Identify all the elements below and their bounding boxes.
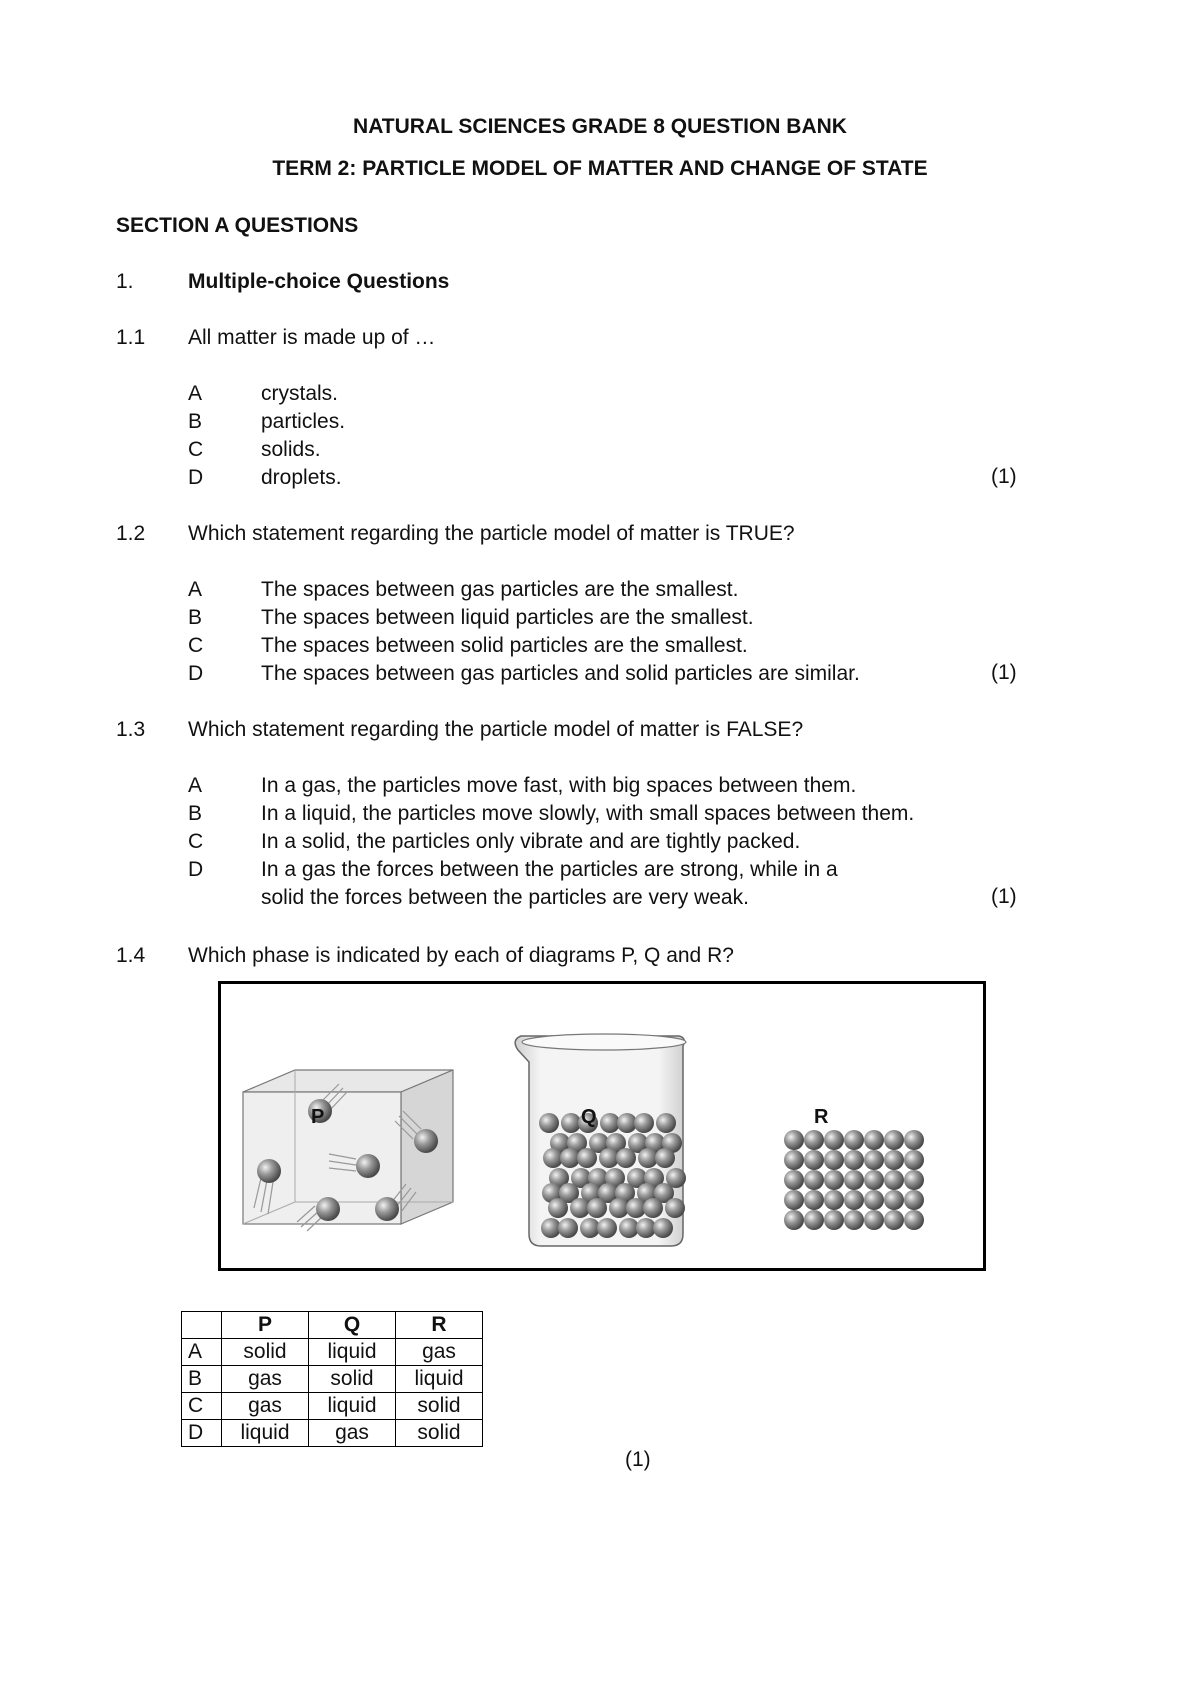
table-cell: liquid [309,1393,396,1420]
option-text: The spaces between solid particles are the smallest. [261,634,748,657]
option-letter: A [188,774,203,797]
solid-particle [864,1130,884,1150]
solid-particle [844,1170,864,1190]
table-cell: A [182,1339,222,1366]
solid-particle [904,1170,924,1190]
solid-particle [844,1210,864,1230]
diagram-label-r: R [814,1106,829,1128]
table-row [182,1393,483,1420]
section-number: 1. [116,270,134,293]
option-text: particles. [261,410,346,433]
question-number: 1.4 [116,944,146,967]
solid-particle [884,1190,904,1210]
table-header-cell: R [396,1312,483,1339]
table-cell: B [182,1366,222,1393]
option-text: In a gas the forces between the particles are strong, while in a [261,858,838,881]
solid-particle [824,1150,844,1170]
liquid-particle [539,1113,559,1133]
table-cell: gas [396,1339,483,1366]
answer-options-table [181,1311,483,1447]
option-text: The spaces between liquid particles are the smallest. [261,606,754,629]
diagram-label-p: P [311,1106,325,1128]
liquid-particle [655,1148,675,1168]
liquid-particle [653,1218,673,1238]
solid-particle [824,1210,844,1230]
table-cell: liquid [309,1339,396,1366]
option-text: In a liquid, the particles move slowly, with small spaces between them. [261,802,915,825]
table-cell: gas [222,1393,309,1420]
solid-particle [844,1190,864,1210]
solid-particle [784,1130,804,1150]
solid-particle [884,1170,904,1190]
option-letter: A [188,382,203,405]
question-mark: (1) [991,465,1017,488]
solid-particle [804,1170,824,1190]
table-cell: solid [396,1393,483,1420]
solid-particle [904,1210,924,1230]
gas-box-diagram [243,1070,453,1231]
table-cell: solid [396,1420,483,1447]
question-text: Which statement regarding the particle model of matter is TRUE? [188,522,795,545]
solid-particle [784,1150,804,1170]
option-text: crystals. [261,382,339,405]
liquid-particle [616,1148,636,1168]
question-number: 1.2 [116,522,146,545]
table-header-cell [182,1312,222,1339]
table-cell: gas [309,1420,396,1447]
table-row [182,1366,483,1393]
liquid-particle [548,1198,568,1218]
table-cell: solid [222,1339,309,1366]
solid-particle [864,1190,884,1210]
solid-particle [864,1210,884,1230]
question-mark: (1) [625,1448,651,1471]
option-letter: C [188,634,204,657]
liquid-particle [597,1218,617,1238]
table-row [182,1420,483,1447]
question-text: All matter is made up of … [188,326,436,349]
solid-particle [844,1150,864,1170]
table-cell: gas [222,1366,309,1393]
phase-diagrams [221,984,983,1268]
section-heading: Multiple-choice Questions [188,270,450,293]
option-text: The spaces between gas particles are the smallest. [261,578,739,601]
question-mark: (1) [991,885,1017,908]
table-cell: liquid [396,1366,483,1393]
section-title: SECTION A QUESTIONS [116,214,359,237]
page-title: NATURAL SCIENCES GRADE 8 QUESTION BANK [353,115,847,138]
solid-lattice-diagram [784,1130,924,1230]
table-row [182,1339,483,1366]
option-letter: B [188,802,203,825]
table-cell: D [182,1420,222,1447]
solid-particle [884,1210,904,1230]
page-subtitle: TERM 2: PARTICLE MODEL OF MATTER AND CHANGE OF STATE [272,157,928,180]
question-text: Which phase is indicated by each of diagrams P, Q and R? [188,944,734,967]
solid-particle [824,1170,844,1190]
phase-diagram-figure [218,981,986,1271]
solid-particle [864,1170,884,1190]
question-text: Which statement regarding the particle model of matter is FALSE? [188,718,804,741]
option-letter: B [188,410,203,433]
option-letter: A [188,578,203,601]
option-letter: D [188,466,204,489]
solid-particle [884,1150,904,1170]
solid-particle [804,1190,824,1210]
table-cell: solid [309,1366,396,1393]
solid-particle [804,1130,824,1150]
option-text: solids. [261,438,321,461]
table-cell: C [182,1393,222,1420]
table-header-cell: Q [309,1312,396,1339]
option-text: In a gas, the particles move fast, with big spaces between them. [261,774,857,797]
option-letter: C [188,830,204,853]
solid-particle [784,1190,804,1210]
option-letter: D [188,858,204,881]
option-text: droplets. [261,466,342,489]
liquid-particle [558,1218,578,1238]
solid-particle [904,1150,924,1170]
beaker-diagram [515,1034,686,1246]
liquid-particle [587,1198,607,1218]
question-number: 1.1 [116,326,146,349]
solid-particle [844,1130,864,1150]
option-text: The spaces between gas particles and solid particles are similar. [261,662,860,685]
table-header-row [182,1312,483,1339]
solid-particle [904,1130,924,1150]
table-header-cell: P [222,1312,309,1339]
liquid-particle [665,1198,685,1218]
liquid-particle [656,1113,676,1133]
diagram-label-q: Q [581,1106,597,1128]
option-text-continued: solid the forces between the particles are very weak. [261,886,749,909]
solid-particle [864,1150,884,1170]
liquid-particle [634,1113,654,1133]
option-letter: C [188,438,204,461]
solid-particle [784,1170,804,1190]
table-cell: liquid [222,1420,309,1447]
solid-particle [824,1190,844,1210]
question-mark: (1) [991,661,1017,684]
solid-particle [804,1210,824,1230]
liquid-particle [643,1198,663,1218]
solid-particle [904,1190,924,1210]
question-number: 1.3 [116,718,146,741]
option-letter: D [188,662,204,685]
solid-particle [804,1150,824,1170]
solid-particle [784,1210,804,1230]
option-letter: B [188,606,203,629]
solid-particle [884,1130,904,1150]
liquid-particle [577,1148,597,1168]
solid-particle [824,1130,844,1150]
option-text: In a solid, the particles only vibrate and are tightly packed. [261,830,801,853]
